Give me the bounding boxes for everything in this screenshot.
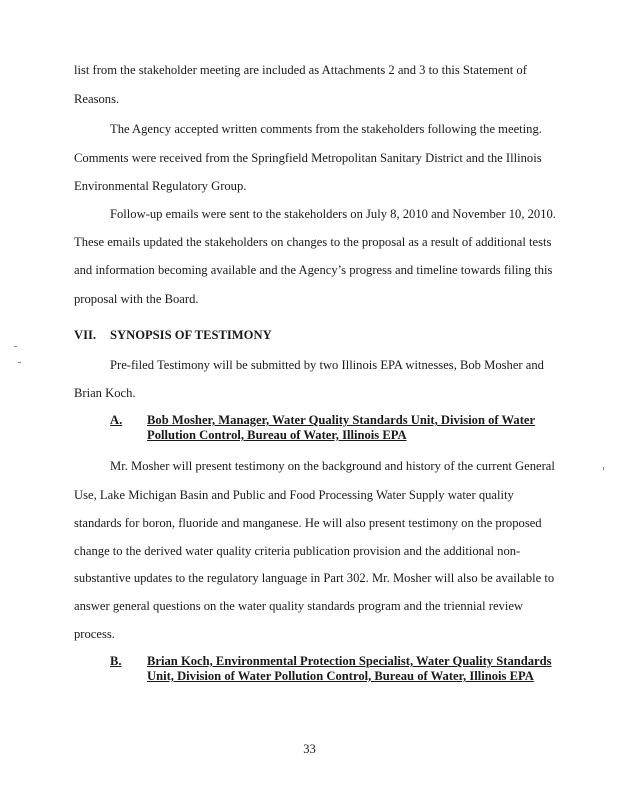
subsection-title-line: Unit, Division of Water Pollution Control, Bureau of Water, Illinois EPA (147, 669, 534, 683)
paragraph-line: substantive updates to the regulatory language in Part 302. Mr. Mosher will also be available to (74, 571, 555, 585)
scan-speck (603, 467, 604, 470)
scan-speck (18, 362, 21, 363)
paragraph-line: Pre-filed Testimony will be submitted by two Illinois EPA witnesses, Bob Mosher and (110, 358, 544, 372)
subsection-title-line: Bob Mosher, Manager, Water Quality Standards Unit, Division of Water (147, 413, 536, 427)
paragraph-line: and information becoming available and the Agency’s progress and timeline towards filing this (74, 263, 553, 277)
paragraph-line: proposal with the Board. (74, 292, 199, 306)
page-number: 33 (303, 742, 316, 756)
paragraph-line: The Agency accepted written comments from the stakeholders following the meeting. (110, 122, 542, 136)
paragraph-line: Reasons. (74, 92, 120, 106)
paragraph-line: Follow-up emails were sent to the stakeholders on July 8, 2010 and November 10, 2010. (110, 207, 556, 221)
section-number: VII. (74, 328, 97, 342)
paragraph-line: standards for boron, fluoride and manganese. He will also present testimony on the proposed (74, 516, 542, 530)
paragraph-line: Comments were received from the Springfield Metropolitan Sanitary District and the Illinois (74, 151, 542, 165)
paragraph-line: process. (74, 627, 115, 641)
section-title: SYNOPSIS OF TESTIMONY (110, 328, 272, 342)
paragraph-line: These emails updated the stakeholders on changes to the proposal as a result of additional tests (74, 235, 552, 249)
paragraph-line: Mr. Mosher will present testimony on the background and history of the current General (110, 459, 555, 473)
subsection-letter: A. (110, 413, 123, 427)
subsection-title-line: Brian Koch, Environmental Protection Specialist, Water Quality Standards (147, 654, 552, 668)
subsection-letter: B. (110, 654, 122, 668)
paragraph-line: answer general questions on the water quality standards program and the triennial review (74, 599, 524, 613)
paragraph-line: list from the stakeholder meeting are included as Attachments 2 and 3 to this Statement of (74, 63, 527, 77)
paragraph-line: Brian Koch. (74, 386, 136, 400)
scan-speck (14, 346, 17, 347)
paragraph-line: Environmental Regulatory Group. (74, 179, 247, 193)
subsection-title-line: Pollution Control, Bureau of Water, Illinois EPA (147, 428, 407, 442)
paragraph-line: Use, Lake Michigan Basin and Public and Food Processing Water Supply water quality (74, 488, 514, 502)
paragraph-line: change to the derived water quality criteria publication provision and the additional non- (74, 544, 521, 558)
